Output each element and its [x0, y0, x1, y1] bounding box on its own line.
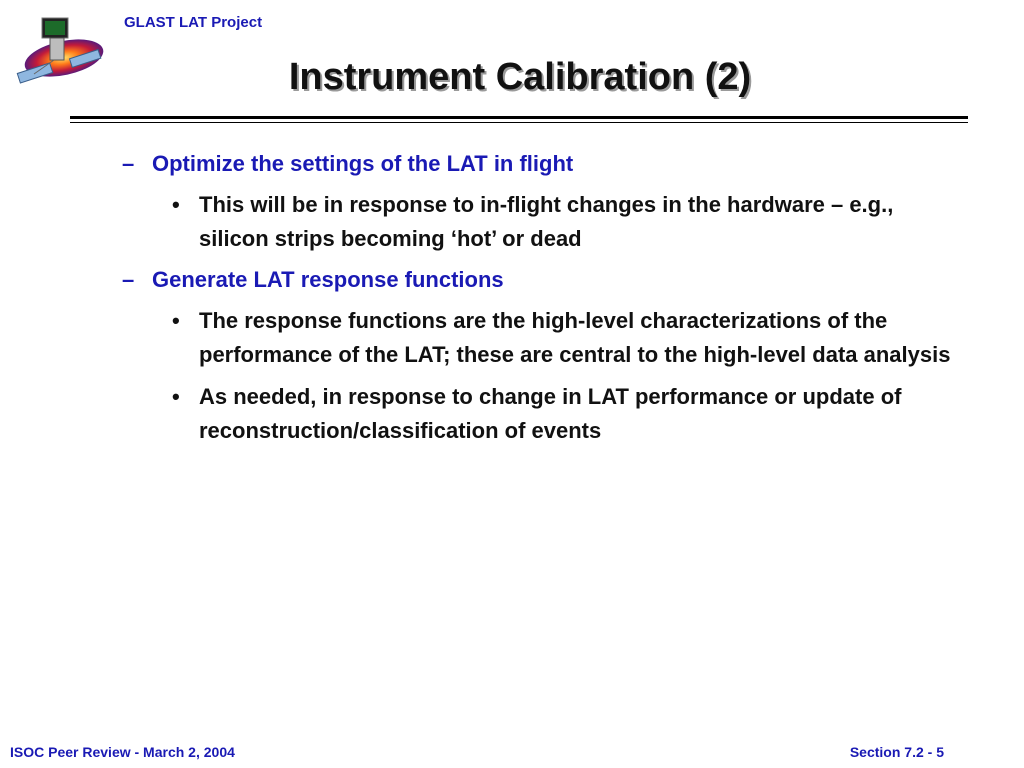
list-item	[122, 264, 1024, 296]
sub-list-item	[172, 380, 959, 448]
list-item-text: Generate LAT response functions	[152, 267, 504, 292]
sub-list-item	[172, 304, 959, 372]
dash-bullet-icon: –	[122, 151, 135, 176]
slide-content	[0, 148, 1024, 456]
dash-bullet-icon: –	[122, 267, 135, 292]
bullet-icon: •	[172, 192, 180, 217]
sub-list-item-text: As needed, in response to change in LAT performance or update of reconstruction/classification of events	[199, 384, 902, 443]
sub-list-item	[172, 188, 959, 256]
title-divider-thick	[70, 116, 968, 119]
project-name: GLAST LAT Project	[124, 14, 263, 31]
page-title: Instrument Calibration (2)	[288, 56, 752, 98]
sub-list-item-text: This will be in response to in-flight changes in the hardware – e.g., silicon strips becoming ‘hot’ or dead	[199, 192, 894, 251]
footer-page-number: Section 7.2 - 5	[849, 744, 944, 760]
sub-list-item-text: The response functions are the high-level characterizations of the performance of the LAT; these are central to the high-level data analysis	[199, 308, 951, 367]
list-item	[122, 148, 1024, 180]
title-divider-thin	[70, 122, 968, 123]
footer-event: ISOC Peer Review - March 2, 2004	[10, 744, 235, 760]
list-item-text: Optimize the settings of the LAT in flight	[152, 151, 574, 176]
bullet-icon: •	[172, 384, 180, 409]
bullet-icon: •	[172, 308, 180, 333]
